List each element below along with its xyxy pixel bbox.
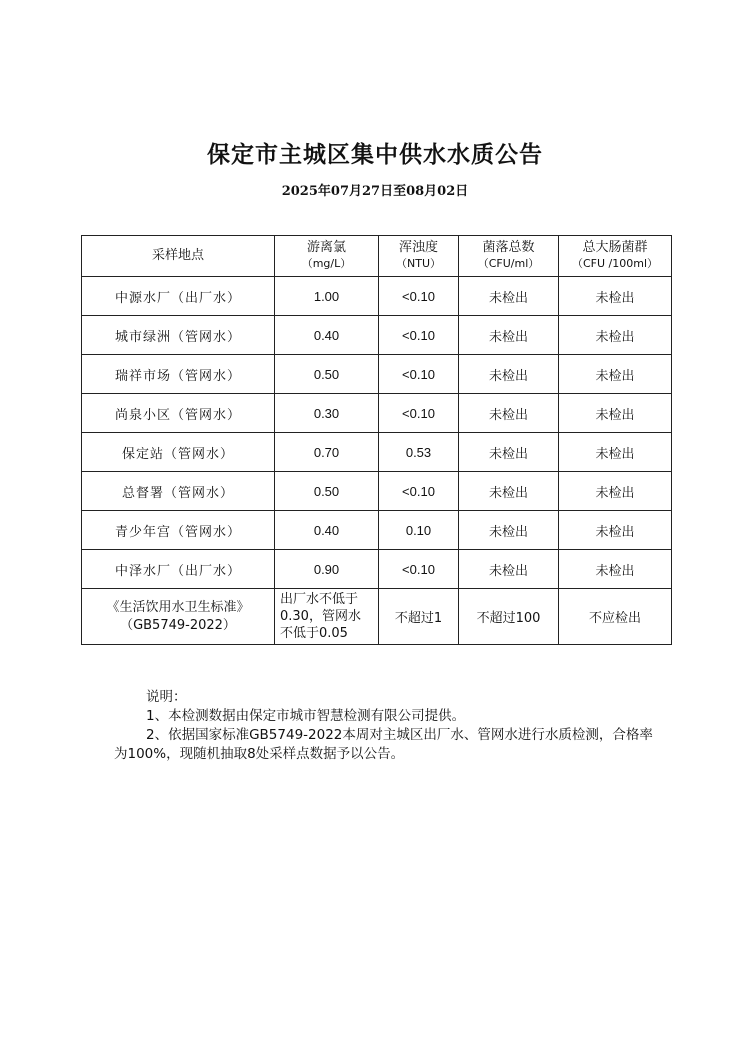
cell-turbidity: <0.10 bbox=[379, 316, 459, 355]
table-header-row bbox=[82, 236, 672, 277]
cell-turbidity: <0.10 bbox=[379, 472, 459, 511]
header-location bbox=[82, 236, 275, 277]
cell-standard-coliform: 不应检出 bbox=[559, 589, 672, 645]
header-coliform-unit: （CFU /100ml） bbox=[571, 257, 659, 270]
cell-colonies: 未检出 bbox=[459, 472, 559, 511]
cell-turbidity: <0.10 bbox=[379, 394, 459, 433]
header-chlorine-unit: （mg/L） bbox=[301, 257, 352, 270]
cell-location: 中源水厂（出厂水） bbox=[82, 277, 275, 316]
table-row bbox=[82, 472, 672, 511]
cell-coliform: 未检出 bbox=[559, 316, 672, 355]
cell-colonies: 未检出 bbox=[459, 316, 559, 355]
cell-turbidity: <0.10 bbox=[379, 355, 459, 394]
cell-chlorine: 0.30 bbox=[275, 394, 379, 433]
cell-standard-chlorine bbox=[275, 589, 379, 645]
cell-coliform: 未检出 bbox=[559, 472, 672, 511]
cell-location: 瑞祥市场（管网水） bbox=[82, 355, 275, 394]
cell-location: 中泽水厂（出厂水） bbox=[82, 550, 275, 589]
cell-turbidity: <0.10 bbox=[379, 550, 459, 589]
cell-coliform: 未检出 bbox=[559, 277, 672, 316]
cell-coliform: 未检出 bbox=[559, 511, 672, 550]
cell-coliform: 未检出 bbox=[559, 355, 672, 394]
water-quality-table bbox=[81, 235, 672, 645]
table-row bbox=[82, 355, 672, 394]
table-row bbox=[82, 394, 672, 433]
cell-location: 青少年宫（管网水） bbox=[82, 511, 275, 550]
standard-chlorine-line: 0.30，管网水 bbox=[280, 609, 361, 624]
header-turbidity bbox=[379, 236, 459, 277]
cell-location: 总督署（管网水） bbox=[82, 472, 275, 511]
note-item: 1、本检测数据由保定市城市智慧检测有限公司提供。 bbox=[146, 708, 466, 724]
table-row bbox=[82, 550, 672, 589]
header-turbidity-unit: （NTU） bbox=[396, 257, 441, 270]
header-turbidity-label: 浑浊度 bbox=[398, 240, 438, 255]
cell-location: 保定站（管网水） bbox=[82, 433, 275, 472]
header-colonies bbox=[459, 236, 559, 277]
cell-coliform: 未检出 bbox=[559, 394, 672, 433]
cell-coliform: 未检出 bbox=[559, 550, 672, 589]
cell-chlorine: 0.40 bbox=[275, 511, 379, 550]
standard-chlorine-line: 出厂水不低于 bbox=[280, 592, 359, 607]
cell-chlorine: 0.70 bbox=[275, 433, 379, 472]
cell-standard-turbidity: 不超过1 bbox=[379, 589, 459, 645]
standard-name: 《生活饮用水卫生标准》 bbox=[106, 599, 250, 615]
cell-colonies: 未检出 bbox=[459, 550, 559, 589]
notes-section bbox=[114, 688, 654, 764]
cell-turbidity: 0.10 bbox=[379, 511, 459, 550]
cell-standard-name bbox=[82, 589, 275, 645]
header-location-label: 采样地点 bbox=[151, 248, 204, 263]
cell-turbidity: <0.10 bbox=[379, 277, 459, 316]
cell-turbidity: 0.53 bbox=[379, 433, 459, 472]
cell-location: 城市绿洲（管网水） bbox=[82, 316, 275, 355]
table-row bbox=[82, 316, 672, 355]
cell-coliform: 未检出 bbox=[559, 433, 672, 472]
standard-code: （GB5749-2022） bbox=[120, 617, 236, 633]
cell-chlorine: 1.00 bbox=[275, 277, 379, 316]
table-row bbox=[82, 433, 672, 472]
cell-colonies: 未检出 bbox=[459, 355, 559, 394]
cell-chlorine: 0.50 bbox=[275, 355, 379, 394]
header-coliform bbox=[559, 236, 672, 277]
header-coliform-label: 总大肠菌群 bbox=[582, 240, 648, 255]
cell-location: 尚泉小区（管网水） bbox=[82, 394, 275, 433]
date-range: 2025年07月27日至08月02日 bbox=[281, 184, 469, 199]
cell-colonies: 未检出 bbox=[459, 433, 559, 472]
cell-colonies: 未检出 bbox=[459, 511, 559, 550]
table-row bbox=[82, 511, 672, 550]
note-item: 2、依据国家标准GB5749-2022本周对主城区出厂水、管网水进行水质检测，合格率为100%，现随机抽取8处采样点数据予以公告。 bbox=[114, 727, 653, 762]
cell-standard-colonies: 不超过100 bbox=[459, 589, 559, 645]
header-colonies-unit: （CFU/ml） bbox=[477, 257, 540, 270]
cell-chlorine: 0.40 bbox=[275, 316, 379, 355]
header-colonies-label: 菌落总数 bbox=[482, 240, 535, 255]
cell-chlorine: 0.90 bbox=[275, 550, 379, 589]
cell-colonies: 未检出 bbox=[459, 394, 559, 433]
cell-chlorine: 0.50 bbox=[275, 472, 379, 511]
cell-colonies: 未检出 bbox=[459, 277, 559, 316]
header-chlorine bbox=[275, 236, 379, 277]
standard-chlorine-line: 不低于0.05 bbox=[280, 626, 348, 641]
table-row bbox=[82, 277, 672, 316]
document-title: 保定市主城区集中供水水质公告 bbox=[207, 141, 543, 168]
notes-label: 说明： bbox=[146, 689, 187, 705]
header-chlorine-label: 游离氯 bbox=[306, 240, 346, 255]
standard-row bbox=[82, 589, 672, 645]
